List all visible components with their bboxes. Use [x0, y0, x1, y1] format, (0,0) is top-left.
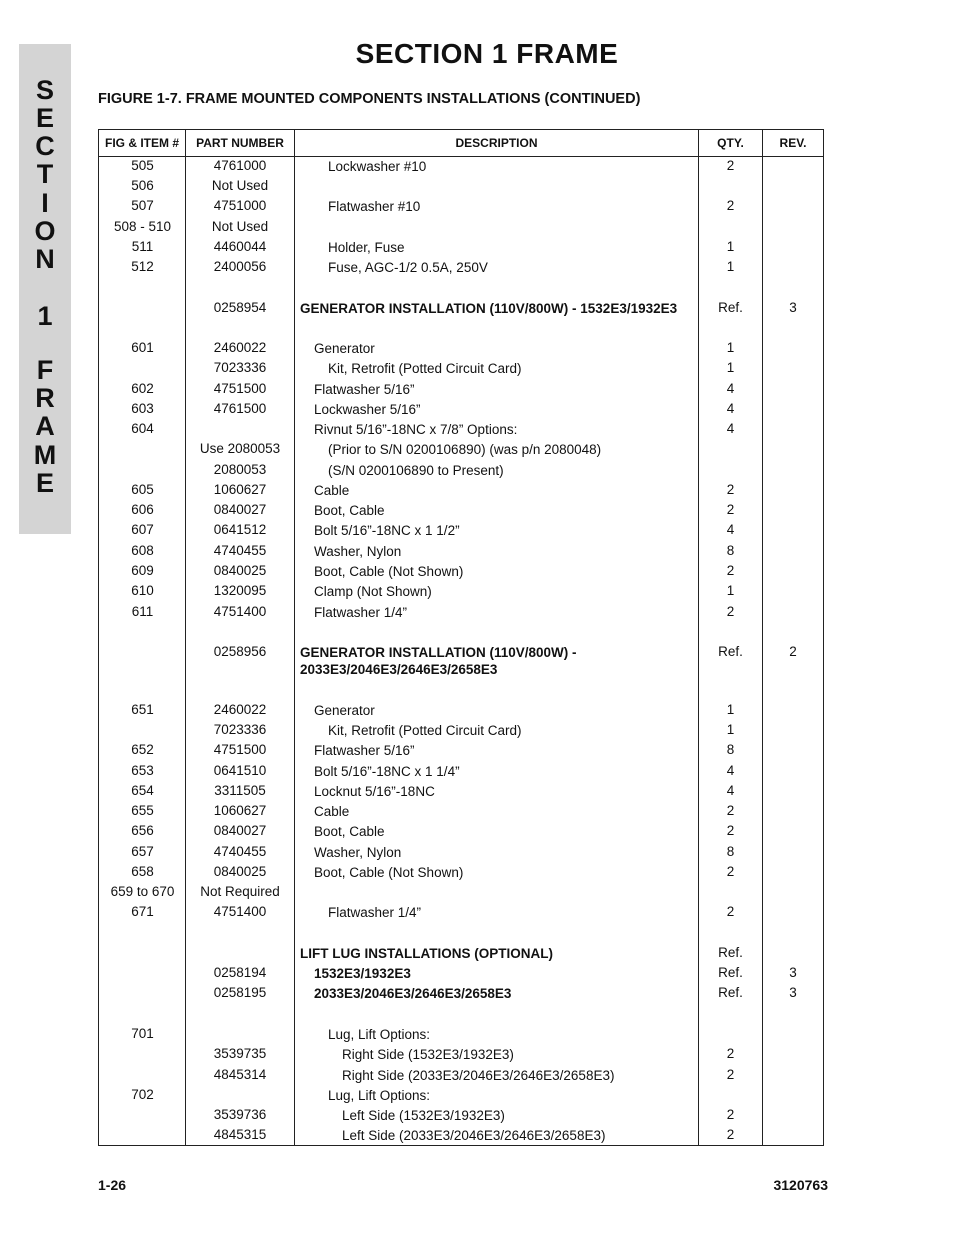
- fig-item-cell: 656: [131, 823, 154, 838]
- qty-cell: 2: [726, 502, 735, 517]
- qty-cell: 2: [726, 823, 735, 838]
- part-number-cell: 0840027: [213, 823, 267, 838]
- description-cell: Bolt 5/16”-18NC x 1 1/2”: [314, 523, 460, 538]
- page-number: 1-26: [98, 1177, 127, 1193]
- fig-item-cell: 505: [131, 158, 154, 173]
- table-row: [99, 401, 823, 421]
- fig-item-cell: 506: [131, 178, 154, 193]
- table-row: [99, 441, 823, 461]
- fig-item-cell: 511: [131, 239, 154, 254]
- table-row: [99, 803, 823, 823]
- description-cell: Holder, Fuse: [328, 240, 405, 255]
- fig-item-cell: 651: [131, 702, 154, 717]
- description-cell: Bolt 5/16”-18NC x 1 1/4”: [314, 764, 460, 779]
- table-row: [99, 823, 823, 843]
- table-row: [99, 644, 823, 677]
- table-row: [99, 904, 823, 924]
- table-row: [99, 219, 823, 239]
- qty-cell: 2: [726, 158, 735, 173]
- table-row: [99, 1087, 823, 1107]
- description-cell: (Prior to S/N 0200106890) (was p/n 2080048): [328, 442, 602, 457]
- side-tab-letter: F: [36, 355, 54, 385]
- part-number-cell: 4751000: [213, 198, 267, 213]
- table-row: [99, 563, 823, 583]
- part-number-cell: 0258954: [213, 300, 267, 315]
- part-number-cell: 2400056: [213, 259, 267, 274]
- part-number-cell: 4460044: [213, 239, 267, 254]
- part-number-cell: 1320095: [213, 583, 267, 598]
- fig-item-cell: 701: [131, 1026, 154, 1041]
- description-cell: GENERATOR INSTALLATION (110V/800W) - 2033E3/2046E3/2646E3/2658E3: [300, 645, 577, 677]
- description-cell: Left Side (1532E3/1932E3): [342, 1108, 505, 1123]
- description-cell: LIFT LUG INSTALLATIONS (OPTIONAL): [300, 946, 553, 961]
- qty-cell: 8: [726, 844, 735, 859]
- qty-cell: 1: [726, 340, 735, 355]
- side-tab-letter: E: [35, 103, 54, 133]
- fig-item-cell: 508 - 510: [113, 219, 172, 234]
- header-fig-item: FIG & ITEM #: [104, 136, 179, 150]
- side-tab-letter: N: [35, 244, 55, 274]
- header-divider: [99, 156, 823, 157]
- fig-item-cell: 608: [131, 543, 154, 558]
- side-tab-letter: A: [35, 411, 55, 441]
- fig-item-cell: 603: [131, 401, 154, 416]
- description-cell: Boot, Cable: [314, 503, 385, 518]
- table-row: [99, 884, 823, 904]
- part-number-cell: Use 2080053: [199, 441, 281, 456]
- table-row: [99, 985, 823, 1005]
- parts-table: [98, 129, 824, 1146]
- table-row: [99, 198, 823, 218]
- rev-cell: 3: [789, 300, 797, 315]
- table-row: [99, 583, 823, 603]
- table-row: [99, 844, 823, 864]
- fig-item-cell: 702: [131, 1087, 154, 1102]
- table-row: [99, 864, 823, 884]
- description-cell: Flatwasher #10: [328, 199, 421, 214]
- side-tab-letter: T: [36, 159, 54, 189]
- figure-title: FIGURE 1-7. FRAME MOUNTED COMPONENTS INSTALLATIONS (CONTINUED): [98, 91, 641, 107]
- qty-cell: 1: [726, 259, 735, 274]
- description-cell: Flatwasher 5/16”: [314, 743, 415, 758]
- rev-cell: 3: [789, 985, 797, 1000]
- qty-cell: 4: [726, 381, 735, 396]
- table-row: [99, 178, 823, 198]
- header-description: DESCRIPTION: [455, 136, 538, 150]
- description-cell: Left Side (2033E3/2046E3/2646E3/2658E3): [342, 1128, 606, 1143]
- table-row: [99, 462, 823, 482]
- table-row: [99, 502, 823, 522]
- qty-cell: 4: [726, 763, 735, 778]
- side-tab-letter: O: [34, 216, 56, 246]
- part-number-cell: 0840025: [213, 563, 267, 578]
- qty-cell: 1: [726, 360, 735, 375]
- description-cell: Flatwasher 1/4”: [314, 605, 408, 620]
- part-number-cell: 4740455: [213, 844, 267, 859]
- description-cell: Lug, Lift Options:: [328, 1027, 431, 1042]
- description-cell: Boot, Cable (Not Shown): [314, 564, 464, 579]
- qty-cell: 2: [726, 803, 735, 818]
- part-number-cell: 4761000: [213, 158, 267, 173]
- fig-item-cell: 512: [131, 259, 154, 274]
- table-row: [99, 604, 823, 624]
- qty-cell: 1: [726, 722, 735, 737]
- table-row: [99, 763, 823, 783]
- side-tab-letter: R: [35, 383, 55, 413]
- description-cell: Right Side (2033E3/2046E3/2646E3/2658E3): [342, 1068, 615, 1083]
- fig-item-cell: 507: [131, 198, 154, 213]
- rev-cell: 2: [789, 644, 797, 659]
- part-number-cell: 3311505: [214, 783, 266, 798]
- qty-cell: 4: [726, 783, 735, 798]
- qty-cell: 2: [726, 864, 735, 879]
- qty-cell: Ref.: [718, 985, 743, 1000]
- qty-cell: 2: [726, 563, 735, 578]
- part-number-cell: 2460022: [213, 702, 267, 717]
- description-cell: Right Side (1532E3/1932E3): [342, 1047, 514, 1062]
- part-number-cell: 7023336: [213, 360, 267, 375]
- qty-cell: Ref.: [718, 945, 743, 960]
- description-cell: Locknut 5/16”-18NC: [314, 784, 435, 799]
- section-side-tab: [19, 44, 71, 534]
- table-row: [99, 965, 823, 985]
- description-cell: Cable: [314, 483, 350, 498]
- description-cell: Cable: [314, 804, 350, 819]
- description-cell: Washer, Nylon: [314, 544, 402, 559]
- table-row: [99, 742, 823, 762]
- table-row: [99, 1026, 823, 1046]
- table-row: [99, 543, 823, 563]
- qty-cell: 8: [726, 742, 735, 757]
- description-cell: Flatwasher 1/4”: [328, 905, 422, 920]
- fig-item-cell: 610: [131, 583, 154, 598]
- header-qty: QTY.: [717, 136, 744, 150]
- part-number-cell: 4845314: [213, 1067, 267, 1082]
- table-row: [99, 340, 823, 360]
- description-cell: Rivnut 5/16”-18NC x 7/8” Options:: [314, 422, 518, 437]
- side-tab-letter: E: [35, 468, 54, 498]
- side-tab-letter: I: [41, 188, 49, 218]
- table-row: [99, 421, 823, 441]
- description-cell: Flatwasher 5/16”: [314, 382, 415, 397]
- description-cell: Lockwasher #10: [328, 159, 427, 174]
- table-row: [99, 945, 823, 965]
- table-row: [99, 1127, 823, 1147]
- part-number-cell: 4740455: [213, 543, 267, 558]
- fig-item-cell: 601: [131, 340, 154, 355]
- fig-item-cell: 605: [131, 482, 154, 497]
- description-cell: Clamp (Not Shown): [314, 584, 432, 599]
- part-number-cell: 0641512: [213, 522, 267, 537]
- qty-cell: 2: [726, 604, 735, 619]
- qty-cell: 2: [726, 1067, 735, 1082]
- part-number-cell: 0840025: [213, 864, 267, 879]
- part-number-cell: 2080053: [213, 462, 267, 477]
- description-cell: 1532E3/1932E3: [314, 966, 411, 981]
- qty-cell: 4: [726, 421, 735, 436]
- fig-item-cell: 653: [131, 763, 154, 778]
- part-number-cell: 4751400: [213, 604, 267, 619]
- part-number-cell: 0840027: [213, 502, 267, 517]
- qty-cell: 8: [726, 543, 735, 558]
- table-row: [99, 300, 823, 320]
- table-row: [99, 1046, 823, 1066]
- rev-cell: 3: [789, 965, 797, 980]
- fig-item-cell: 655: [131, 803, 154, 818]
- description-cell: Lug, Lift Options:: [328, 1088, 431, 1103]
- header-part-number: PART NUMBER: [196, 136, 284, 150]
- part-number-cell: Not Used: [211, 219, 269, 234]
- table-row: [99, 702, 823, 722]
- qty-cell: 2: [726, 482, 735, 497]
- qty-cell: Ref.: [718, 965, 743, 980]
- side-tab-letter: M: [33, 440, 57, 470]
- description-cell: Boot, Cable: [314, 824, 385, 839]
- description-cell: Boot, Cable (Not Shown): [314, 865, 464, 880]
- table-row: [99, 783, 823, 803]
- part-number-cell: 4751500: [213, 742, 267, 757]
- part-number-cell: 0258195: [213, 985, 267, 1000]
- side-tab-letter: C: [35, 131, 55, 161]
- description-cell: (S/N 0200106890 to Present): [328, 463, 504, 478]
- part-number-cell: 4761500: [213, 401, 267, 416]
- fig-item-cell: 657: [131, 844, 154, 859]
- part-number-cell: 1060627: [213, 803, 267, 818]
- side-tab-letter: 1: [37, 301, 53, 331]
- side-tab-letter: S: [35, 75, 54, 105]
- fig-item-cell: 606: [131, 502, 154, 517]
- description-cell: GENERATOR INSTALLATION (110V/800W) - 1532E3/1932E3: [300, 301, 678, 316]
- part-number-cell: 4751400: [213, 904, 267, 919]
- part-number-cell: 3539735: [213, 1046, 267, 1061]
- fig-item-cell: 671: [131, 904, 154, 919]
- part-number-cell: 1060627: [213, 482, 267, 497]
- qty-cell: 4: [726, 401, 735, 416]
- table-row: [99, 259, 823, 279]
- table-row: [99, 722, 823, 742]
- header-rev: REV.: [779, 136, 807, 150]
- qty-cell: 2: [726, 1046, 735, 1061]
- table-row: [99, 381, 823, 401]
- qty-cell: 1: [726, 702, 735, 717]
- fig-item-cell: 658: [131, 864, 154, 879]
- part-number-cell: 2460022: [213, 340, 267, 355]
- table-row: [99, 1107, 823, 1127]
- table-row: [99, 1067, 823, 1087]
- qty-cell: 2: [726, 1107, 735, 1122]
- description-cell: Kit, Retrofit (Potted Circuit Card): [328, 723, 522, 738]
- qty-cell: 2: [726, 904, 735, 919]
- qty-cell: 4: [726, 522, 735, 537]
- qty-cell: 1: [726, 583, 735, 598]
- fig-item-cell: 659 to 670: [110, 884, 175, 899]
- part-number-cell: 4751500: [213, 381, 267, 396]
- part-number-cell: 0258956: [213, 644, 267, 659]
- table-row: [99, 239, 823, 259]
- fig-item-cell: 611: [131, 604, 154, 619]
- part-number-cell: 3539736: [213, 1107, 267, 1122]
- table-row: [99, 158, 823, 178]
- table-row: [99, 482, 823, 502]
- fig-item-cell: 654: [131, 783, 154, 798]
- fig-item-cell: 602: [131, 381, 154, 396]
- qty-cell: 2: [726, 1127, 735, 1142]
- table-row: [99, 360, 823, 380]
- description-cell: 2033E3/2046E3/2646E3/2658E3: [314, 986, 512, 1001]
- table-row: [99, 522, 823, 542]
- qty-cell: 1: [726, 239, 735, 254]
- part-number-cell: 0641510: [213, 763, 267, 778]
- qty-cell: Ref.: [718, 644, 743, 659]
- description-cell: Generator: [314, 703, 375, 718]
- fig-item-cell: 604: [131, 421, 154, 436]
- document-number: 3120763: [773, 1177, 828, 1193]
- description-cell: Generator: [314, 341, 375, 356]
- qty-cell: 2: [726, 198, 735, 213]
- description-cell: Fuse, AGC-1/2 0.5A, 250V: [328, 260, 488, 275]
- part-number-cell: Not Required: [200, 884, 280, 899]
- fig-item-cell: 652: [131, 742, 154, 757]
- part-number-cell: 0258194: [213, 965, 267, 980]
- page-title: SECTION 1 FRAME: [355, 38, 619, 69]
- description-cell: Washer, Nylon: [314, 845, 402, 860]
- description-cell: Kit, Retrofit (Potted Circuit Card): [328, 361, 522, 376]
- part-number-cell: Not Used: [211, 178, 269, 193]
- part-number-cell: 4845315: [213, 1127, 267, 1142]
- fig-item-cell: 607: [131, 522, 154, 537]
- part-number-cell: 7023336: [213, 722, 267, 737]
- description-cell: Lockwasher 5/16”: [314, 402, 421, 417]
- qty-cell: Ref.: [718, 300, 743, 315]
- fig-item-cell: 609: [131, 563, 154, 578]
